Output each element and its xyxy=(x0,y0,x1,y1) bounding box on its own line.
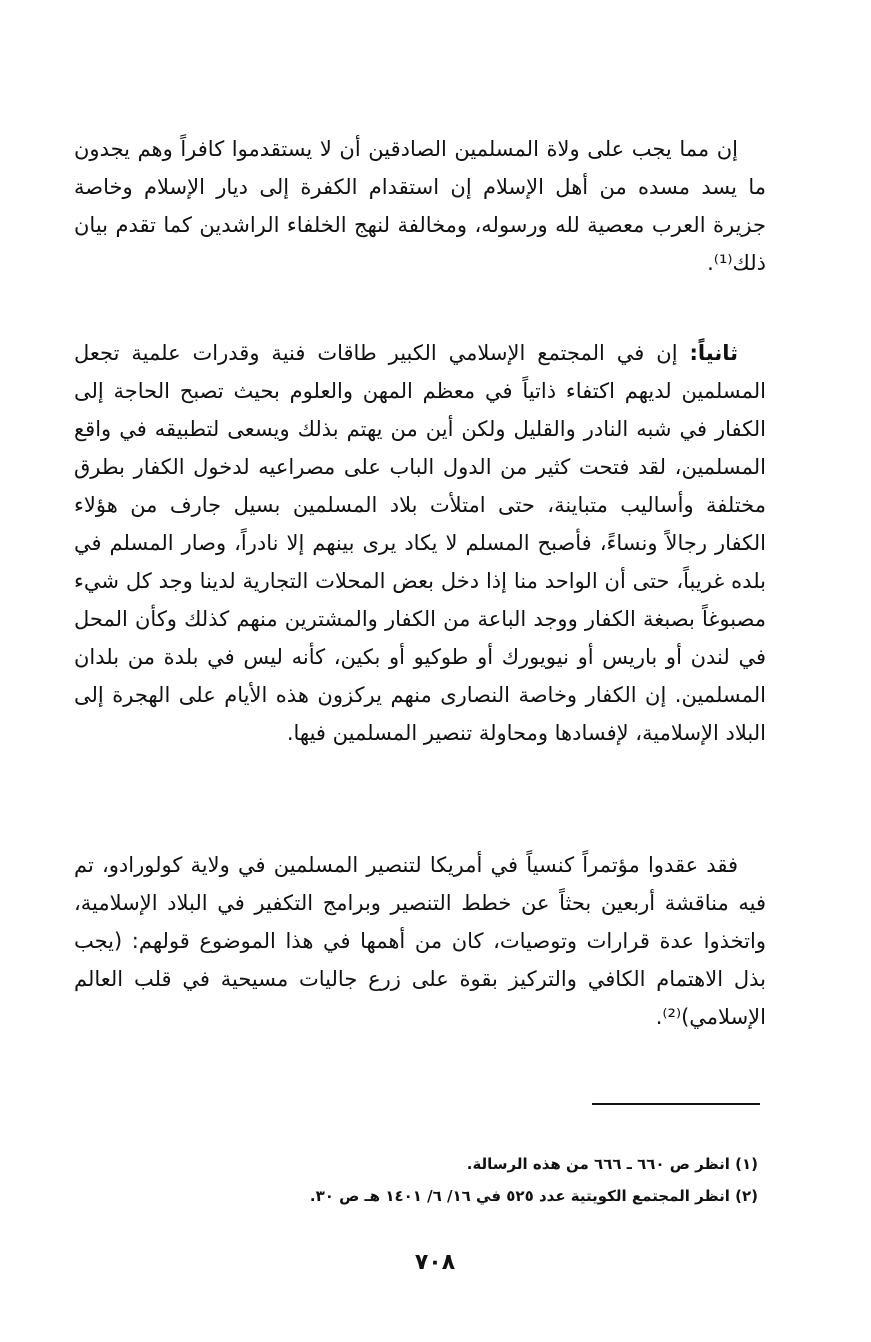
paragraph-3-text: فقد عقدوا مؤتمراً كنسياً في أمريكا لتنصير المسلمين في ولاية كولورادو، تم فيه مناقشة أربعين بحثاً عن خطط التنصير وبرامج التكفير في البلاد الإسلامية، واتخذوا عدة قرارات وتوصيات، كان من أهمها في هذا الموضوع قولهم: (يجب بذل الاهتمام الكافي والتركيز بقوة على زرع جاليات مسيحية في قلب العالم الإسلامي)⁽²⁾. xyxy=(74,853,766,1029)
page-number: ٧٠٨ xyxy=(414,1250,456,1275)
paragraph-2-body xyxy=(74,334,766,752)
paragraph-1-text: إن مما يجب على ولاة المسلمين الصادقين أن لا يستقدموا كافراً وهم يجدون ما يسد مسده من أهل الإسلام إن استقدام الكفرة إلى ديار الإسلام وخاصة جزيرة العرب معصية لله ورسوله، ومخالفة لنهج الخلفاء الراشدين كما تقدم بيان ذلك⁽¹⁾. xyxy=(74,137,766,275)
paragraph-2-lead-word: ثانياً: xyxy=(689,341,738,365)
paragraph-2-text: إن في المجتمع الإسلامي الكبير طاقات فنية وقدرات علمية تجعل المسلمين لديهم اكتفاء ذاتياً في معظم المهن والعلوم بحيث تصبح الحاجة إلى الكفار في شبه النادر والقليل ولكن أين من يهتم بذلك ويسعى لتطبيقه في واقع المسلمين، لقد فتحت كثير من الدول الباب على مصراعيه لدخول الكفار بطرق مختلفة وأساليب متباينة، حتى امتلأت بلاد المسلمين بسيل جارف من هؤلاء الكفار رجالاً ونساءً، فأصبح المسلم لا يكاد يرى بينهم إلا نادراً، وصار المسلم في بلده غريباً، حتى أن الواحد منا إذا دخل بعض المحلات التجارية لدينا وجد كل شيء مصبوغاً بصبغة الكفار ووجد الباعة من الكفار والمشترين منهم كذلك وكأن المحل في لندن أو باريس أو نيويورك أو طوكيو أو بكين، كأنه ليس في بلدة من بلدان المسلمين. إن الكفار وخاصة النصارى منهم يركزون هذه الأيام على الهجرة إلى البلاد الإسلامية، لإفسادها ومحاولة تنصير المسلمين فيها. xyxy=(74,341,766,745)
paragraph-3 xyxy=(74,846,766,1036)
footnotes xyxy=(160,1148,758,1212)
footnote-2: (٢) انظر المجتمع الكويتية عدد ٥٢٥ في ١٦/ ٦/ ١٤٠١ هـ ص ٣٠. xyxy=(309,1187,758,1205)
footnote-1: (١) انظر ص ٦٦٠ ـ ٦٦٦ من هذه الرسالة. xyxy=(466,1155,758,1173)
footnote-divider xyxy=(592,1103,760,1105)
paragraph-1 xyxy=(74,130,766,282)
paragraph-2 xyxy=(74,334,766,752)
